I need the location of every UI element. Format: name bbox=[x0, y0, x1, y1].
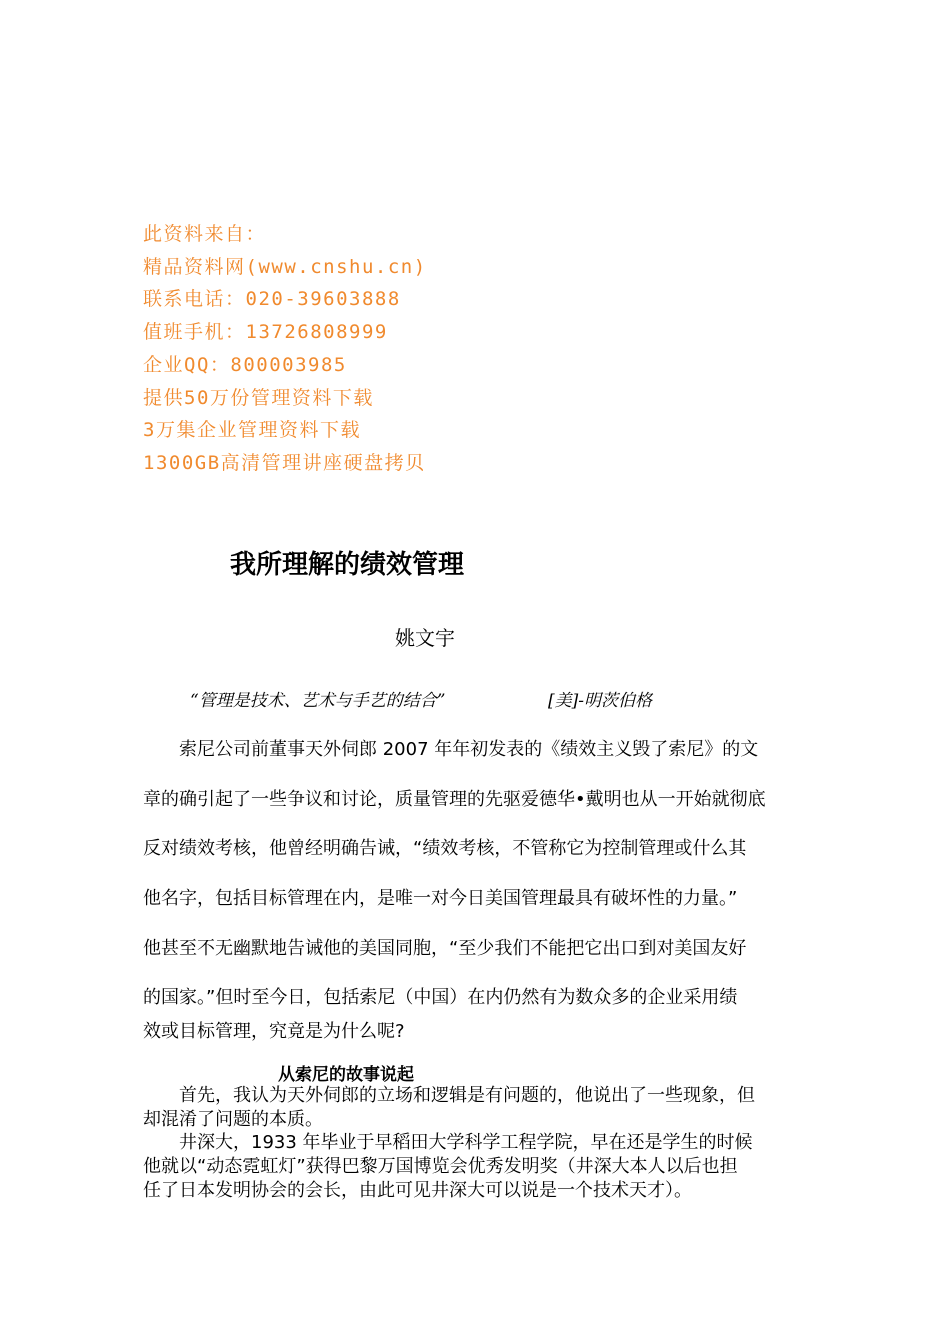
promo-line: 精品资料网(www.cnshu.cn) bbox=[143, 255, 427, 278]
promo-line: 值班手机：13726808999 bbox=[143, 321, 388, 344]
promo-line: 1300GB高清管理讲座硬盘拷贝 bbox=[143, 451, 426, 474]
epigraph bbox=[190, 686, 653, 711]
promo-line: 联系电话：020-39603888 bbox=[143, 288, 401, 311]
paragraph-line: 首先，我认为天外伺郎的立场和逻辑是有问题的，他说出了一些现象，但 bbox=[143, 1085, 755, 1106]
paragraph-line: 任了日本发明协会的会长，由此可见井深大可以说是一个技术天才）。 bbox=[143, 1179, 692, 1201]
paragraph-line: 他名字，包括目标管理在内，是唯一对今日美国管理最具有破坏性的力量。” bbox=[143, 888, 738, 910]
intro-paragraph bbox=[143, 733, 813, 1049]
source-info-block bbox=[143, 218, 663, 480]
paragraph-line: 效或目标管理，究竟是为什么呢? bbox=[143, 1021, 405, 1043]
promo-line: 此资料来自： bbox=[143, 223, 267, 245]
paragraph-line: 他甚至不无幽默地告诫他的美国同胞，“至少我们不能把它出口到对美国友好 bbox=[143, 937, 747, 959]
paragraph-line: 章的确引起了一些争议和讨论，质量管理的先驱爱德华•戴明也从一开始就彻底 bbox=[143, 788, 766, 810]
article-title: 我所理解的绩效管理 bbox=[230, 550, 465, 580]
promo-line: 3万集企业管理资料下载 bbox=[143, 419, 361, 442]
paragraph-line: 井深大，1933 年毕业于早稻田大学科学工程学院，早在还是学生的时候 bbox=[143, 1132, 753, 1154]
paragraph-line: 却混淆了问题的本质。 bbox=[143, 1108, 323, 1130]
promo-line: 提供50万份管理资料下载 bbox=[143, 386, 374, 409]
paragraph-line: 他就以“动态霓虹灯”获得巴黎万国博览会优秀发明奖（井深大本人以后也担 bbox=[143, 1156, 738, 1178]
article-author: 姚文宇 bbox=[395, 626, 455, 650]
promo-line: 企业QQ：800003985 bbox=[143, 353, 347, 376]
paragraph-line: 的国家。”但时至今日，包括索尼（中国）在内仍然有为数众多的企业采用绩 bbox=[143, 987, 738, 1009]
epigraph-quote: “管理是技术、艺术与手艺的结合” bbox=[190, 691, 446, 711]
paragraph-line: 索尼公司前董事天外伺郎 2007 年年初发表的《绩效主义毁了索尼》的文 bbox=[143, 739, 759, 760]
paragraph-line: 反对绩效考核，他曾经明确告诫，“绩效考核，不管称它为控制管理或什么其 bbox=[143, 838, 747, 860]
epigraph-source: [美]-明茨伯格 bbox=[548, 691, 653, 711]
section-heading: 从索尼的故事说起 bbox=[278, 1065, 414, 1085]
section-body bbox=[143, 1084, 813, 1203]
